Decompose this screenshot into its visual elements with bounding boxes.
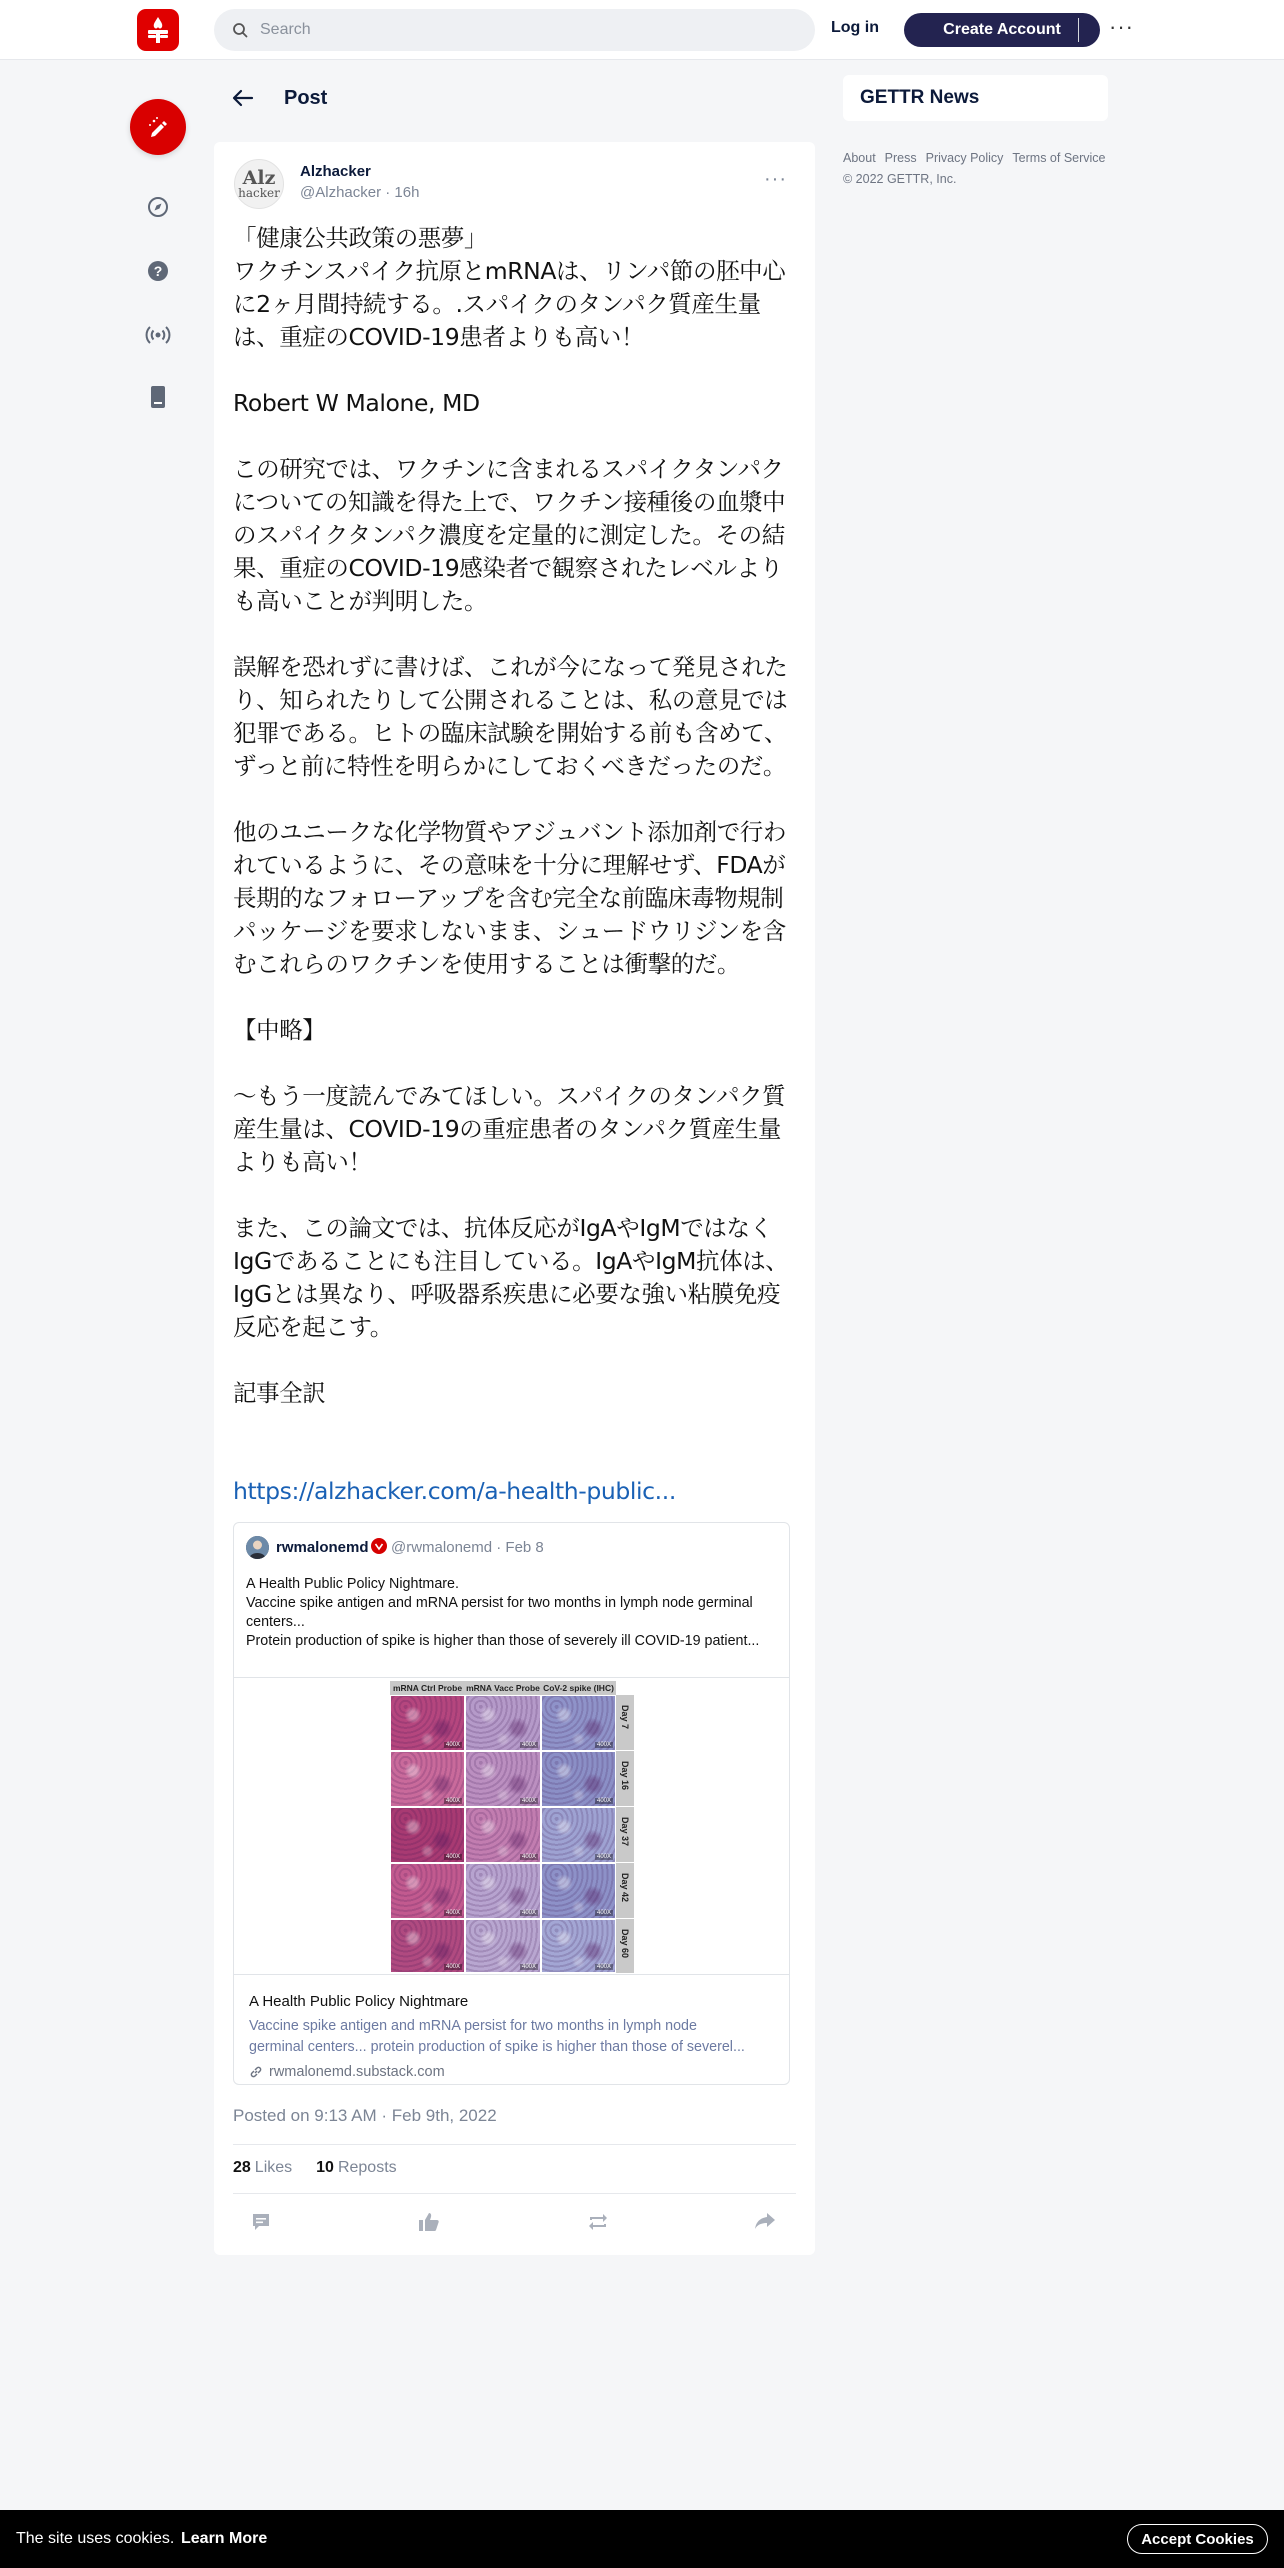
embed-image[interactable]	[234, 1677, 790, 1975]
figure-row-label: Day 42	[616, 1863, 634, 1918]
magnification-label: 400X	[596, 1964, 611, 1970]
magnification-label: 400X	[596, 1742, 611, 1748]
gettr-logo-icon[interactable]	[137, 9, 179, 51]
histology-figure	[390, 1681, 634, 1973]
histology-cell	[390, 1807, 465, 1863]
avatar-text-bottom: hacker	[238, 186, 280, 200]
comment-icon[interactable]	[251, 2212, 271, 2237]
magnification-label: 400X	[596, 1798, 611, 1804]
page-title: Post	[284, 86, 328, 109]
back-arrow-icon	[232, 89, 254, 107]
search-bar[interactable]	[214, 9, 815, 51]
figure-row-label: Day 60	[616, 1919, 634, 1973]
histology-cell	[390, 1695, 465, 1751]
embed-text-line: A Health Public Policy Nightmare.	[246, 1576, 459, 1592]
magnification-label: 400X	[521, 1854, 536, 1860]
reposts-label: Reposts	[337, 2159, 397, 2176]
link-preview-domain-text: rwmalonemd.substack.com	[269, 2064, 445, 2080]
histology-cell	[465, 1807, 541, 1863]
divider	[233, 2144, 796, 2145]
footer-link-press[interactable]: Press	[884, 151, 917, 165]
embedded-post[interactable]	[233, 1522, 790, 2085]
footer-link-terms[interactable]: Terms of Service	[1012, 151, 1106, 165]
svg-text:?: ?	[153, 263, 163, 279]
histology-cell	[390, 1919, 465, 1973]
topbar-divider	[1078, 18, 1079, 42]
compose-button[interactable]	[130, 99, 186, 155]
embed-text-line: Vaccine spike antigen and mRNA persist for two months in lymph node germinal centers...	[246, 1595, 753, 1630]
figure-row-label: Day 7	[616, 1695, 634, 1750]
post-link[interactable]: https://alzhacker.com/a-health-public...	[233, 1477, 676, 1505]
share-icon[interactable]	[754, 2212, 776, 2235]
embed-text-line: Protein production of spike is higher than those of severely ill COVID-19 patient...	[246, 1633, 760, 1649]
login-link[interactable]: Log in	[831, 19, 879, 36]
histology-cell	[465, 1919, 541, 1973]
copyright: © 2022 GETTR, Inc.	[843, 172, 957, 186]
reposts-stat[interactable]	[316, 2159, 397, 2177]
post-stats	[233, 2159, 421, 2177]
post-text: 「健康公共政策の悪夢」 ワクチンスパイク抗原とmRNAは、リンパ節の胚中心に2ヶ月間持続する。.スパイクのタンパク質産生量は、重症のCOVID-19患者よりも高い！ Robert W Malone, MD この研究では、ワクチンに含まれるスパイクタンパクについての知識を得た上で、ワクチン接種後の血漿中のスパイクタンパク濃度を定量的に測定した。その結果、重症のCOVID-19感染者で観察されたレベルよりも高いことが判明した。 誤解を恐れずに書けば、これが今になって発見されたり、知られたりして公開されることは、私の意見では犯罪である。ヒトの臨床試験を開始する前も含めて、ずっと前に特性を明らかにしておくべきだったのだ。 他のユニークな化学物質やアジュバント添加剤で行われているように、その意味を十分に理解せず、FDAが長期的なフォローアップを含む完全な前臨床毒物規制パッケージを要求しないまま、シュードウリジンを含むこれらのワクチンを使用することは衝撃的だ。 【中略】 ～もう一度読んでみてほしい。スパイクのタンパク質産生量は、COVID-19の重症患者のタンパク質産生量よりも高い！ また、この論文では、抗体反応がIgAやIgMではなくIgGであることにも注目している。IgAやIgM抗体は、IgGとは異なり、呼吸器系疾患に必要な強い粘膜免疫反応を起こす。 記事全訳	[233, 224, 789, 1407]
gettr-news-panel[interactable]: GETTR News	[843, 75, 1108, 121]
likes-count: 28	[233, 2159, 251, 2176]
magnification-label: 400X	[521, 1742, 536, 1748]
divider	[233, 2193, 796, 2194]
post-card	[214, 142, 815, 2255]
help-icon[interactable]	[143, 256, 173, 286]
post-timestamp: Posted on 9:13 AM · Feb 9th, 2022	[233, 2106, 497, 2125]
explore-icon[interactable]	[143, 192, 173, 222]
figure-column-label: mRNA Vacc Probe	[466, 1683, 540, 1693]
magnification-label: 400X	[445, 1742, 460, 1748]
link-preview-title[interactable]: A Health Public Policy Nightmare	[249, 1993, 469, 2010]
magnification-label: 400X	[445, 1798, 460, 1804]
histology-cell	[541, 1919, 616, 1973]
magnification-label: 400X	[596, 1854, 611, 1860]
back-button[interactable]	[214, 89, 260, 107]
footer-links	[843, 151, 1115, 165]
create-account-button[interactable]: Create Account	[904, 13, 1100, 47]
magnification-label: 400X	[445, 1964, 460, 1970]
author-name[interactable]: Alzhacker	[300, 163, 371, 180]
embed-author-name[interactable]: rwmalonemd	[276, 1539, 369, 1556]
magnification-label: 400X	[521, 1910, 536, 1916]
link-preview-domain[interactable]	[249, 2064, 445, 2080]
histology-cell	[541, 1751, 616, 1807]
figure-row-label: Day 37	[616, 1807, 634, 1862]
search-icon	[232, 22, 248, 38]
histology-cell	[390, 1751, 465, 1807]
embed-avatar[interactable]	[246, 1536, 269, 1559]
magnification-label: 400X	[596, 1910, 611, 1916]
link-preview-description-line: Vaccine spike antigen and mRNA persist for two months in lymph node	[249, 2018, 697, 2034]
histology-cell	[465, 1751, 541, 1807]
embed-text	[246, 1575, 781, 1651]
search-input[interactable]	[260, 21, 780, 39]
app-download-icon[interactable]	[143, 382, 173, 412]
figure-column-label: CoV-2 spike (IHC)	[541, 1681, 616, 1695]
post-header	[214, 78, 815, 118]
histology-cell	[541, 1863, 616, 1919]
avatar-text-top: Alz	[242, 167, 276, 189]
histology-cell	[541, 1807, 616, 1863]
like-icon[interactable]	[418, 2212, 440, 2237]
top-bar	[0, 0, 1284, 60]
link-preview-description	[249, 2016, 779, 2058]
histology-cell	[465, 1863, 541, 1919]
link-preview-description-line: germinal centers... protein production of spike is higher than those of severel...	[249, 2039, 745, 2055]
reposts-count: 10	[316, 2159, 334, 2176]
cookie-text: The site uses cookies.	[16, 2530, 175, 2547]
magnification-label: 400X	[521, 1964, 536, 1970]
magnification-label: 400X	[445, 1910, 460, 1916]
magnification-label: 400X	[521, 1798, 536, 1804]
footer-link-privacy[interactable]: Privacy Policy	[925, 151, 1004, 165]
post-more-icon[interactable]: ···	[764, 168, 787, 190]
likes-label: Likes	[254, 2159, 293, 2176]
likes-stat[interactable]	[233, 2159, 292, 2177]
cookie-banner	[0, 2510, 1284, 2568]
compose-icon	[146, 115, 170, 139]
histology-cell	[465, 1695, 541, 1751]
figure-row-label: Day 16	[616, 1751, 634, 1806]
histology-cell	[541, 1695, 616, 1751]
link-icon	[249, 2065, 263, 2079]
avatar[interactable]	[234, 159, 284, 209]
figure-column-label: mRNA Ctrl Probe	[390, 1681, 465, 1695]
embed-author-handle[interactable]: @rwmalonemd · Feb 8	[391, 1539, 544, 1556]
author-handle[interactable]: @Alzhacker · 16h	[300, 184, 420, 201]
more-options-icon[interactable]: ···	[1109, 14, 1134, 39]
repost-icon[interactable]	[587, 2212, 609, 2237]
verified-badge-icon	[371, 1538, 387, 1554]
footer-link-about[interactable]: About	[843, 151, 876, 165]
magnification-label: 400X	[445, 1854, 460, 1860]
live-icon[interactable]	[143, 320, 173, 350]
cookie-learn-more-link[interactable]: Learn More	[181, 2530, 268, 2547]
histology-cell	[390, 1863, 465, 1919]
accept-cookies-button[interactable]: Accept Cookies	[1127, 2524, 1268, 2554]
